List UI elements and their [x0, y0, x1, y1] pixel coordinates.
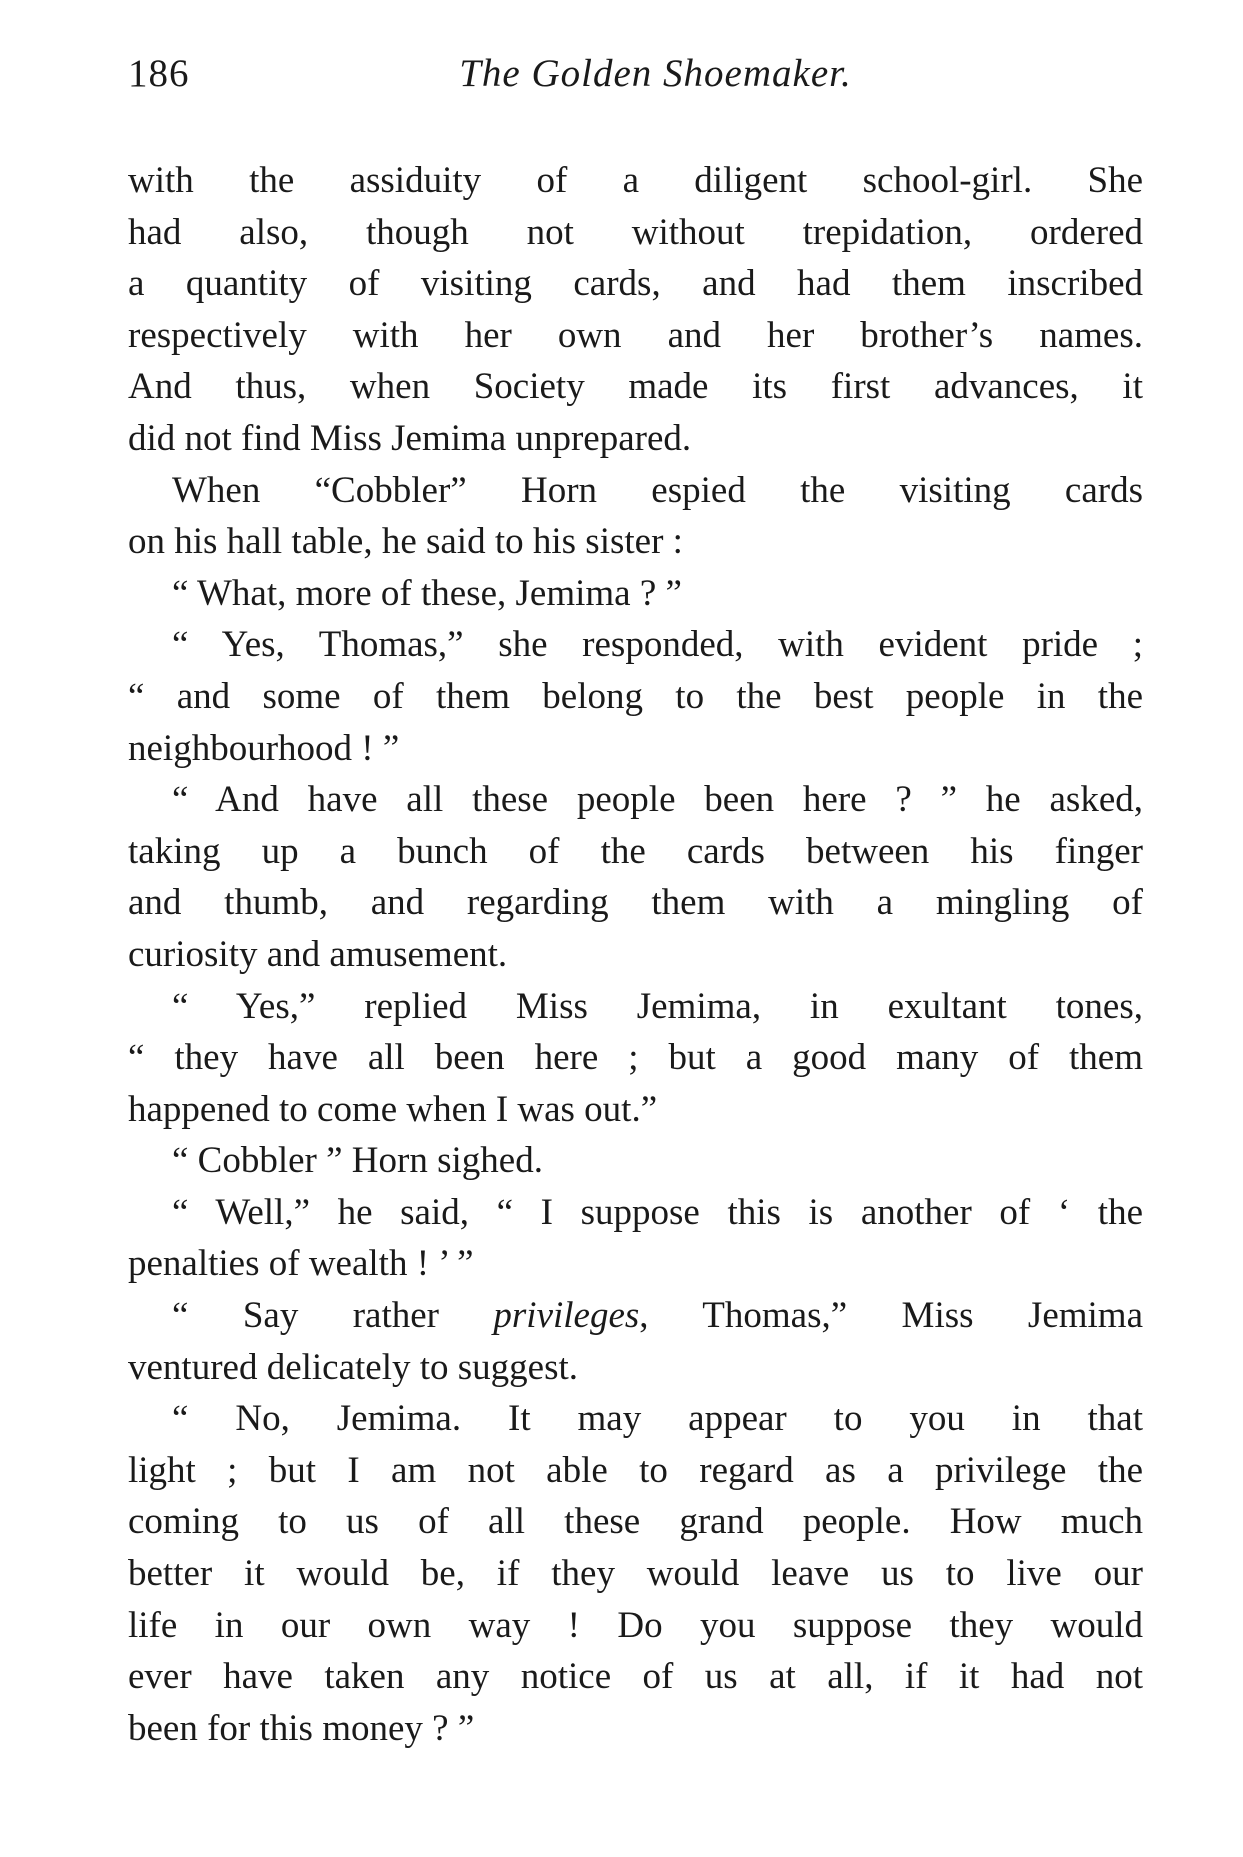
text-line: “ Cobbler ” Horn sighed. — [172, 1140, 543, 1182]
text-line: curiosity and amusement. — [128, 933, 508, 975]
text-line: “ Well,” he said, “ I suppose this is another of ‘ the — [172, 1191, 1143, 1233]
page-number: 186 — [128, 52, 190, 95]
text-line: neighbourhood ! ” — [128, 727, 400, 769]
text-line: did not find Miss Jemima unprepared. — [128, 417, 692, 459]
text-line: light ; but I am not able to regard as a privilege the — [128, 1449, 1143, 1491]
running-title: The Golden Shoemaker. — [459, 52, 852, 95]
text-line: and thumb, and regarding them with a mingling of — [128, 882, 1143, 924]
running-head — [128, 44, 1143, 104]
text-line: “ What, more of these, Jemima ? ” — [172, 572, 682, 614]
text-line: respectively with her own and her brother’s names. — [128, 314, 1143, 356]
text-line: “ and some of them belong to the best people in the — [128, 675, 1143, 717]
text-line: “ Yes, Thomas,” she responded, with evident pride ; — [172, 624, 1143, 666]
text-line: taking up a bunch of the cards between his finger — [128, 830, 1143, 872]
text-line: “ Say rather privileges, Thomas,” Miss Jemima — [172, 1295, 1143, 1337]
text-line: better it would be, if they would leave us to live our — [128, 1553, 1143, 1595]
body-text — [128, 155, 1143, 1754]
text-line: And thus, when Society made its first advances, it — [128, 366, 1143, 408]
text-line: been for this money ? ” — [128, 1707, 475, 1749]
text-line: coming to us of all these grand people. How much — [128, 1501, 1143, 1543]
text-line: “ Yes,” replied Miss Jemima, in exultant tones, — [172, 985, 1143, 1027]
text-line: “ No, Jemima. It may appear to you in that — [172, 1398, 1143, 1440]
text-line: with the assiduity of a diligent school-girl. She — [128, 160, 1143, 201]
text-line: When “Cobbler” Horn espied the visiting cards — [172, 469, 1143, 511]
text-line: a quantity of visiting cards, and had them inscribed — [128, 263, 1143, 305]
emphasis: privileges — [493, 1295, 640, 1337]
text-line: ever have taken any notice of us at all, if it had not — [128, 1656, 1143, 1698]
text-line: on his hall table, he said to his sister : — [128, 521, 683, 563]
text-line: life in our own way ! Do you suppose they would — [128, 1604, 1143, 1646]
text-line: ventured delicately to suggest. — [128, 1346, 579, 1388]
text-line: had also, though not without trepidation, ordered — [128, 211, 1143, 253]
text-line: happened to come when I was out.” — [128, 1088, 658, 1130]
text-line: penalties of wealth ! ’ ” — [128, 1243, 474, 1285]
text-line: “ And have all these people been here ? ” he asked, — [172, 779, 1143, 821]
text-line: “ they have all been here ; but a good many of them — [128, 1037, 1143, 1079]
